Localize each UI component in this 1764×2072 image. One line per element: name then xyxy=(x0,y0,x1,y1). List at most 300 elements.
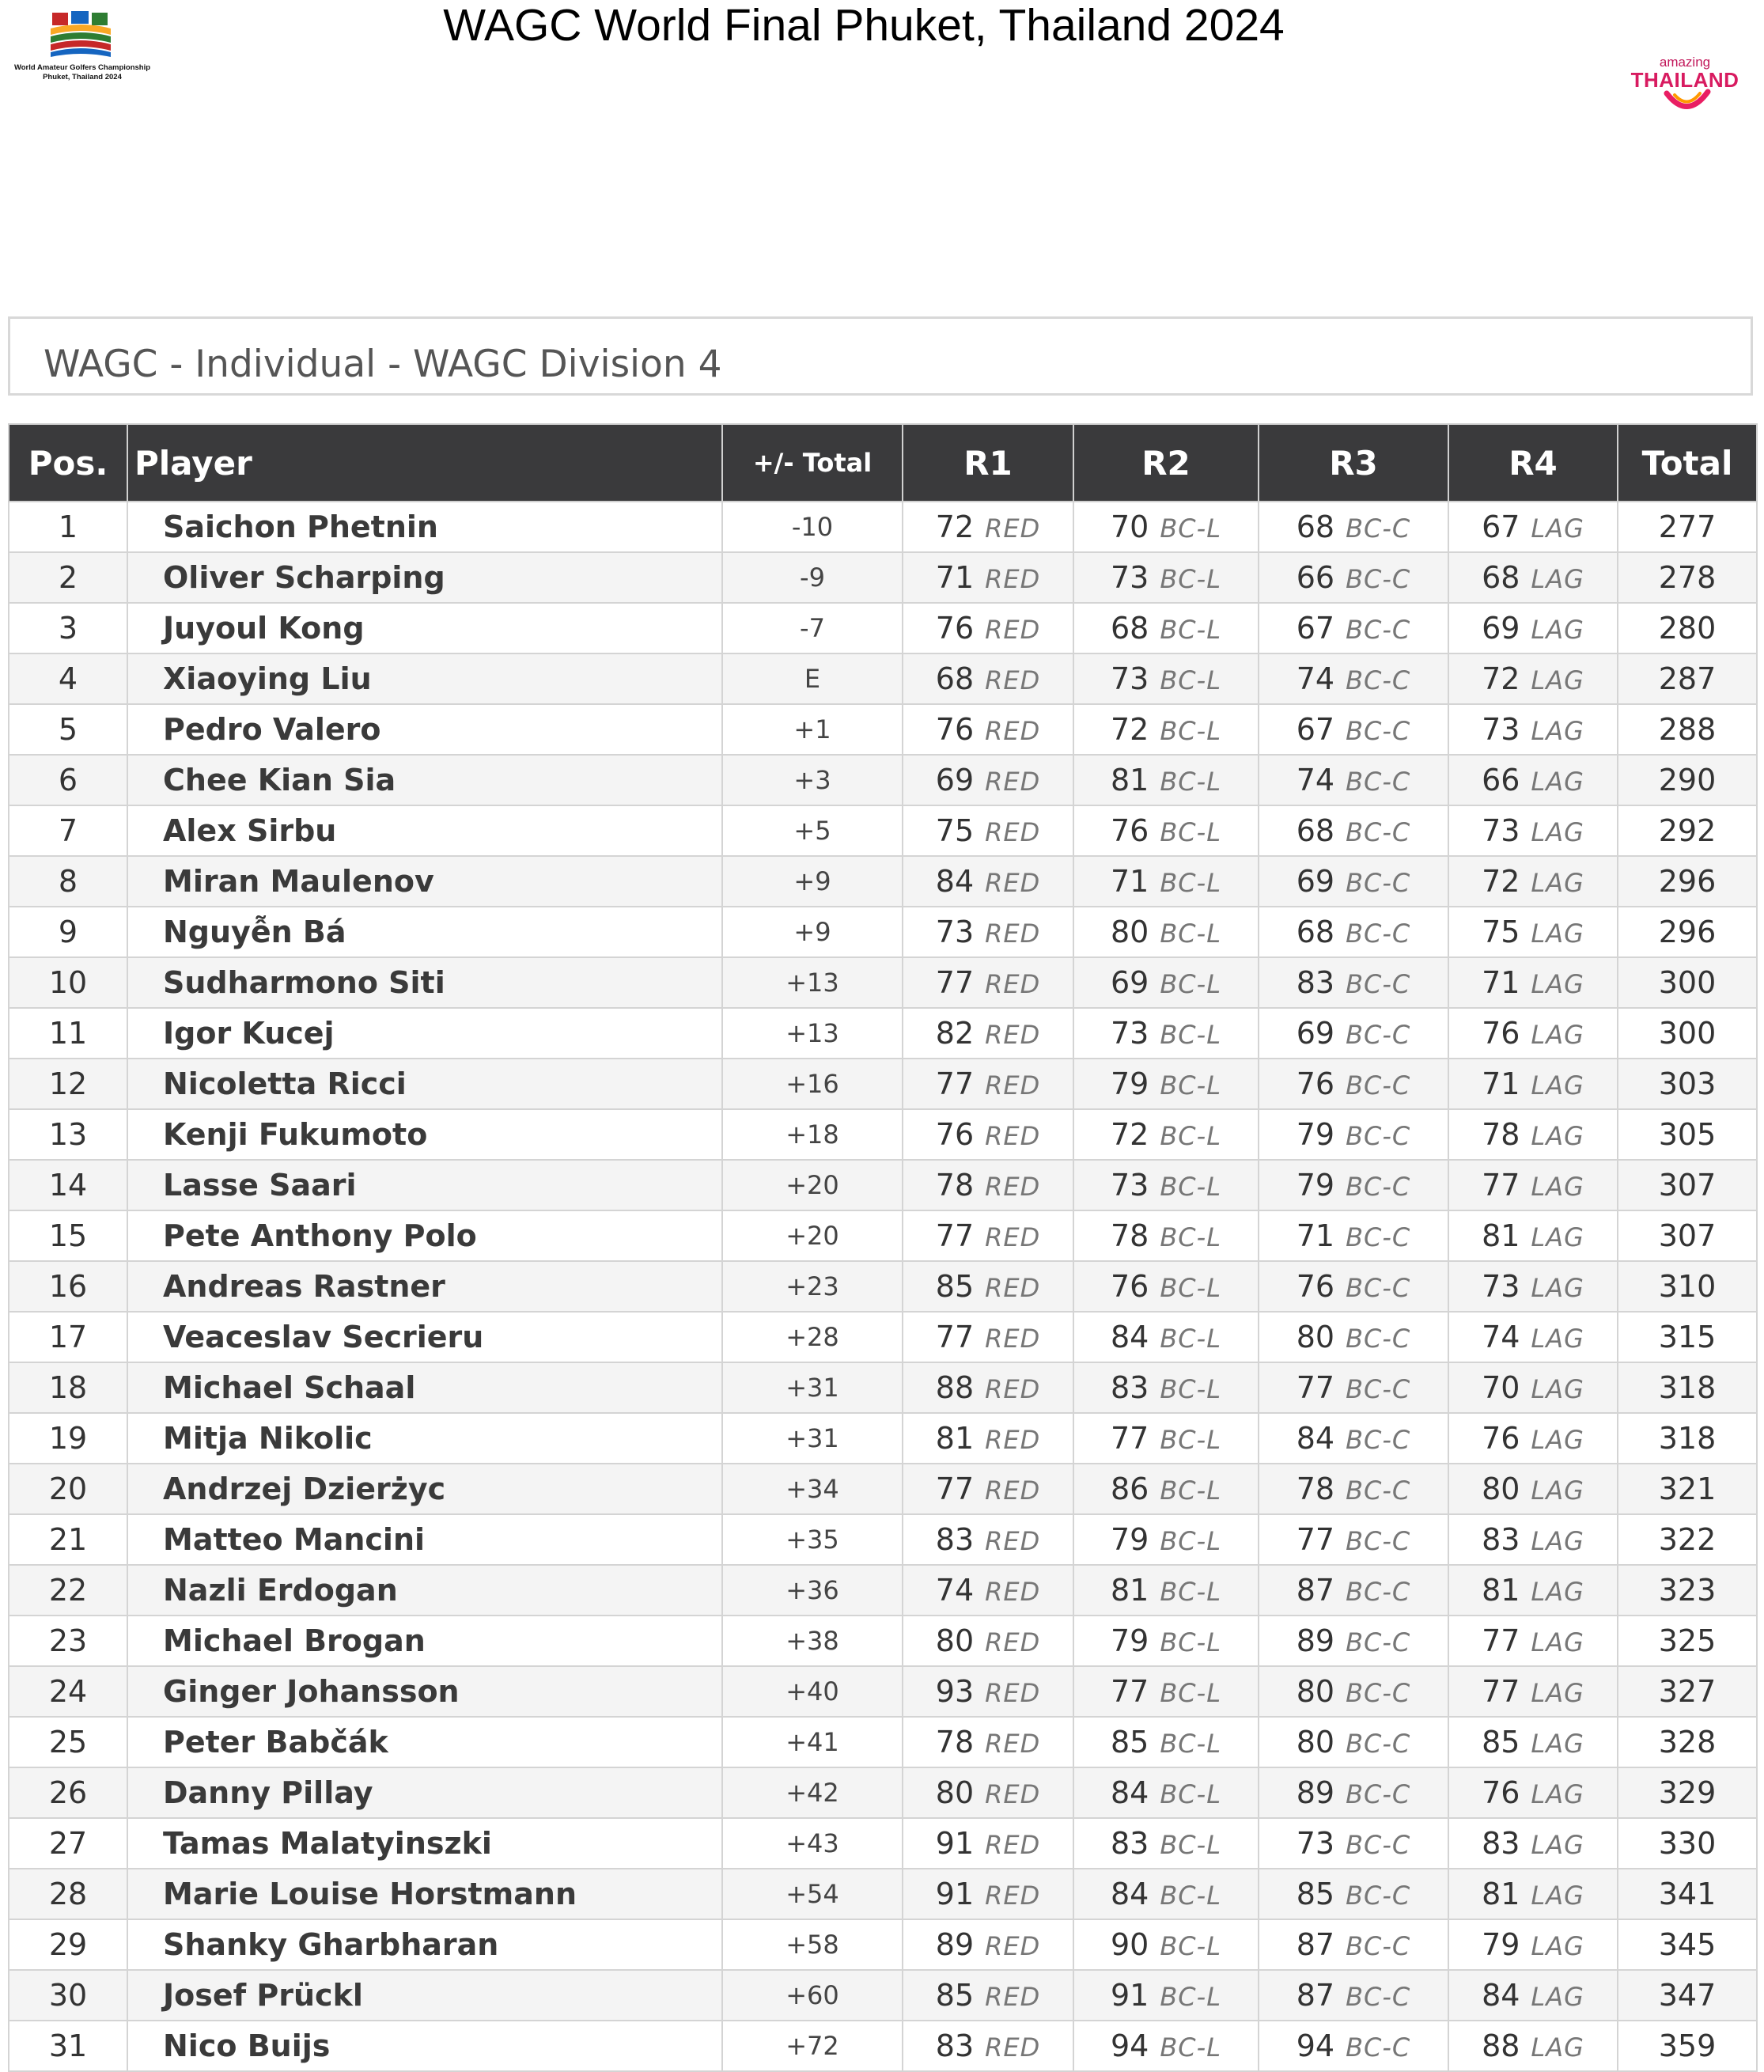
round-3-cell xyxy=(1259,1717,1448,1767)
round-4-cell xyxy=(1448,653,1618,704)
round-4-cell xyxy=(1448,1160,1618,1210)
round-score: 67 xyxy=(1296,712,1335,747)
course-code: RED xyxy=(985,665,1041,695)
round-score: 83 xyxy=(935,1522,975,1557)
round-score: 85 xyxy=(1110,1725,1149,1759)
round-score: 86 xyxy=(1110,1472,1149,1506)
course-code: RED xyxy=(985,1881,1041,1911)
course-code: BC-C xyxy=(1346,1830,1411,1860)
position-cell: 6 xyxy=(9,755,127,805)
to-par-cell: +42 xyxy=(722,1767,903,1818)
round-2-cell xyxy=(1073,552,1259,603)
total-cell: 300 xyxy=(1618,1008,1757,1059)
total-cell: 303 xyxy=(1618,1059,1757,1109)
table-row[interactable] xyxy=(9,1008,1757,1059)
course-code: BC-C xyxy=(1346,919,1411,949)
course-code: BC-L xyxy=(1160,767,1222,797)
course-code: LAG xyxy=(1531,1020,1584,1050)
round-score: 81 xyxy=(1482,1573,1520,1608)
round-2-cell xyxy=(1073,653,1259,704)
round-score: 74 xyxy=(935,1573,975,1608)
round-3-cell xyxy=(1259,704,1448,755)
course-code: BC-L xyxy=(1160,1779,1222,1809)
player-name[interactable]: Kenji Fukumoto xyxy=(127,1109,722,1160)
player-name[interactable]: Chee Kian Sia xyxy=(127,755,722,805)
round-2-cell xyxy=(1073,1919,1259,1970)
course-code: LAG xyxy=(1531,1678,1584,1708)
table-row[interactable] xyxy=(9,2021,1757,2071)
round-1-cell xyxy=(903,805,1073,856)
round-score: 84 xyxy=(1110,1877,1149,1911)
round-score: 87 xyxy=(1296,1978,1335,2013)
player-name[interactable]: Tamas Malatyinszki xyxy=(127,1818,722,1869)
round-score: 81 xyxy=(1482,1218,1520,1253)
round-score: 79 xyxy=(1296,1117,1335,1152)
round-2-cell xyxy=(1073,1160,1259,1210)
position-cell: 17 xyxy=(9,1312,127,1362)
round-2-cell xyxy=(1073,755,1259,805)
round-4-cell xyxy=(1448,1565,1618,1616)
player-name[interactable]: Michael Brogan xyxy=(127,1616,722,1666)
course-code: BC-L xyxy=(1160,817,1222,847)
round-3-cell xyxy=(1259,1413,1448,1464)
total-cell: 280 xyxy=(1618,603,1757,653)
player-name[interactable]: Pedro Valero xyxy=(127,704,722,755)
total-cell: 330 xyxy=(1618,1818,1757,1869)
round-1-cell xyxy=(903,1261,1073,1312)
to-par-cell: +58 xyxy=(722,1919,903,1970)
total-cell: 347 xyxy=(1618,1970,1757,2021)
course-code: RED xyxy=(985,513,1041,544)
course-code: BC-C xyxy=(1346,1273,1411,1303)
round-1-cell xyxy=(903,1008,1073,1059)
table-row[interactable] xyxy=(9,704,1757,755)
round-score: 78 xyxy=(935,1725,975,1759)
round-2-cell xyxy=(1073,1413,1259,1464)
table-row[interactable] xyxy=(9,1362,1757,1413)
to-par-cell: +13 xyxy=(722,1008,903,1059)
table-row[interactable] xyxy=(9,1514,1757,1565)
round-score: 74 xyxy=(1296,661,1335,696)
table-row[interactable] xyxy=(9,755,1757,805)
position-cell: 23 xyxy=(9,1616,127,1666)
course-code: BC-L xyxy=(1160,1374,1222,1404)
course-code: RED xyxy=(985,1222,1041,1252)
table-row[interactable] xyxy=(9,907,1757,957)
round-4-cell xyxy=(1448,1210,1618,1261)
round-score: 76 xyxy=(935,712,975,747)
to-par-cell: -7 xyxy=(722,603,903,653)
round-3-cell xyxy=(1259,1666,1448,1717)
round-3-cell xyxy=(1259,1109,1448,1160)
position-cell: 11 xyxy=(9,1008,127,1059)
to-par-cell: +9 xyxy=(722,907,903,957)
round-2-cell xyxy=(1073,502,1259,552)
position-cell: 21 xyxy=(9,1514,127,1565)
player-name[interactable]: Mitja Nikolic xyxy=(127,1413,722,1464)
col-total[interactable]: Total xyxy=(1618,424,1757,502)
round-3-cell xyxy=(1259,1767,1448,1818)
player-name[interactable]: Josef Prückl xyxy=(127,1970,722,2021)
player-name[interactable]: Veaceslav Secrieru xyxy=(127,1312,722,1362)
table-row[interactable] xyxy=(9,1312,1757,1362)
round-score: 67 xyxy=(1296,611,1335,646)
total-cell: 322 xyxy=(1618,1514,1757,1565)
course-code: BC-C xyxy=(1346,1222,1411,1252)
course-code: BC-C xyxy=(1346,665,1411,695)
round-1-cell xyxy=(903,1565,1073,1616)
round-3-cell xyxy=(1259,755,1448,805)
round-score: 76 xyxy=(935,611,975,646)
course-code: BC-C xyxy=(1346,1324,1411,1354)
table-row[interactable] xyxy=(9,1160,1757,1210)
round-3-cell xyxy=(1259,957,1448,1008)
round-4-cell xyxy=(1448,2021,1618,2071)
course-code: LAG xyxy=(1531,665,1584,695)
round-score: 72 xyxy=(1482,864,1520,899)
round-score: 78 xyxy=(1482,1117,1520,1152)
course-code: BC-L xyxy=(1160,1830,1222,1860)
course-code: LAG xyxy=(1531,1577,1584,1607)
round-score: 80 xyxy=(1110,915,1149,949)
course-code: LAG xyxy=(1531,1526,1584,1556)
round-1-cell xyxy=(903,907,1073,957)
round-3-cell xyxy=(1259,1008,1448,1059)
position-cell: 13 xyxy=(9,1109,127,1160)
logo-caption-line2: Phuket, Thailand 2024 xyxy=(43,73,122,81)
col-r3[interactable]: R3 xyxy=(1259,424,1448,502)
course-code: BC-C xyxy=(1346,1121,1411,1151)
table-row[interactable] xyxy=(9,1869,1757,1919)
position-cell: 1 xyxy=(9,502,127,552)
round-3-cell xyxy=(1259,1616,1448,1666)
course-code: BC-C xyxy=(1346,1779,1411,1809)
round-score: 80 xyxy=(1296,1320,1335,1354)
table-row[interactable] xyxy=(9,1210,1757,1261)
round-3-cell xyxy=(1259,805,1448,856)
round-score: 76 xyxy=(1482,1775,1520,1810)
round-2-cell xyxy=(1073,1109,1259,1160)
round-4-cell xyxy=(1448,1666,1618,1717)
course-code: LAG xyxy=(1531,1982,1584,2012)
round-score: 79 xyxy=(1110,1623,1149,1658)
round-2-cell xyxy=(1073,1514,1259,1565)
course-code: BC-C xyxy=(1346,767,1411,797)
course-code: BC-C xyxy=(1346,716,1411,746)
course-code: RED xyxy=(985,1982,1041,2012)
round-4-cell xyxy=(1448,1869,1618,1919)
player-name[interactable]: Nicoletta Ricci xyxy=(127,1059,722,1109)
round-3-cell xyxy=(1259,1970,1448,2021)
player-name[interactable]: Andreas Rastner xyxy=(127,1261,722,1312)
round-score: 68 xyxy=(1110,611,1149,646)
to-par-cell: +18 xyxy=(722,1109,903,1160)
player-name[interactable]: Andrzej Dzierżyc xyxy=(127,1464,722,1514)
course-code: BC-C xyxy=(1346,1475,1411,1506)
course-code: RED xyxy=(985,2032,1041,2063)
course-code: BC-C xyxy=(1346,564,1411,594)
table-row[interactable] xyxy=(9,805,1757,856)
course-code: RED xyxy=(985,1830,1041,1860)
course-code: LAG xyxy=(1531,1324,1584,1354)
total-cell: 327 xyxy=(1618,1666,1757,1717)
to-par-cell: +13 xyxy=(722,957,903,1008)
round-score: 72 xyxy=(1110,1117,1149,1152)
table-row[interactable] xyxy=(9,1413,1757,1464)
table-row[interactable] xyxy=(9,502,1757,552)
round-3-cell xyxy=(1259,1362,1448,1413)
round-score: 87 xyxy=(1296,1927,1335,1962)
course-code: LAG xyxy=(1531,1881,1584,1911)
round-score: 66 xyxy=(1482,763,1520,797)
round-3-cell xyxy=(1259,2021,1448,2071)
course-code: RED xyxy=(985,1577,1041,1607)
round-1-cell xyxy=(903,1312,1073,1362)
round-3-cell xyxy=(1259,1261,1448,1312)
player-name[interactable]: Shanky Gharbharan xyxy=(127,1919,722,1970)
position-cell: 15 xyxy=(9,1210,127,1261)
round-1-cell xyxy=(903,1362,1073,1413)
course-code: LAG xyxy=(1531,1374,1584,1404)
round-4-cell xyxy=(1448,755,1618,805)
player-name[interactable]: Ginger Johansson xyxy=(127,1666,722,1717)
round-1-cell xyxy=(903,704,1073,755)
course-code: RED xyxy=(985,1678,1041,1708)
round-score: 72 xyxy=(1110,712,1149,747)
round-3-cell xyxy=(1259,1312,1448,1362)
course-code: RED xyxy=(985,969,1041,999)
table-row[interactable] xyxy=(9,1970,1757,2021)
col-pos[interactable]: Pos. xyxy=(9,424,127,502)
course-code: BC-L xyxy=(1160,1931,1222,1961)
round-2-cell xyxy=(1073,1970,1259,2021)
round-2-cell xyxy=(1073,957,1259,1008)
position-cell: 26 xyxy=(9,1767,127,1818)
table-row[interactable] xyxy=(9,1565,1757,1616)
round-3-cell xyxy=(1259,603,1448,653)
player-name[interactable]: Juyoul Kong xyxy=(127,603,722,653)
player-name[interactable]: Nazli Erdogan xyxy=(127,1565,722,1616)
round-2-cell xyxy=(1073,1717,1259,1767)
player-name[interactable]: Xiaoying Liu xyxy=(127,653,722,704)
course-code: BC-L xyxy=(1160,564,1222,594)
round-score: 76 xyxy=(935,1117,975,1152)
table-row[interactable] xyxy=(9,1919,1757,1970)
round-score: 77 xyxy=(1110,1421,1149,1456)
round-score: 77 xyxy=(935,1320,975,1354)
round-4-cell xyxy=(1448,1312,1618,1362)
player-name[interactable]: Igor Kucej xyxy=(127,1008,722,1059)
total-cell: 323 xyxy=(1618,1565,1757,1616)
round-score: 77 xyxy=(935,965,975,1000)
round-2-cell xyxy=(1073,1565,1259,1616)
player-name[interactable]: Nico Buijs xyxy=(127,2021,722,2071)
round-1-cell xyxy=(903,653,1073,704)
total-cell: 300 xyxy=(1618,957,1757,1008)
round-1-cell xyxy=(903,502,1073,552)
position-cell: 3 xyxy=(9,603,127,653)
col-r2[interactable]: R2 xyxy=(1073,424,1259,502)
round-score: 85 xyxy=(935,1978,975,2013)
course-code: RED xyxy=(985,919,1041,949)
table-row[interactable] xyxy=(9,1666,1757,1717)
player-name[interactable]: Sudharmono Siti xyxy=(127,957,722,1008)
course-code: BC-C xyxy=(1346,1627,1411,1657)
round-score: 78 xyxy=(935,1168,975,1203)
table-row[interactable] xyxy=(9,1767,1757,1818)
round-score: 94 xyxy=(1110,2028,1149,2063)
table-row[interactable] xyxy=(9,1261,1757,1312)
to-par-cell: +31 xyxy=(722,1362,903,1413)
to-par-cell: +20 xyxy=(722,1210,903,1261)
course-code: LAG xyxy=(1531,1172,1584,1202)
player-name[interactable]: Alex Sirbu xyxy=(127,805,722,856)
round-2-cell xyxy=(1073,805,1259,856)
total-cell: 288 xyxy=(1618,704,1757,755)
table-row[interactable] xyxy=(9,603,1757,653)
round-score: 83 xyxy=(1110,1370,1149,1405)
course-code: LAG xyxy=(1531,817,1584,847)
position-cell: 2 xyxy=(9,552,127,603)
course-code: BC-C xyxy=(1346,1070,1411,1100)
player-name[interactable]: Marie Louise Horstmann xyxy=(127,1869,722,1919)
col-to-par[interactable]: +/- Total xyxy=(722,424,903,502)
round-1-cell xyxy=(903,1514,1073,1565)
round-score: 67 xyxy=(1482,509,1520,544)
round-score: 71 xyxy=(1482,1066,1520,1101)
table-row[interactable] xyxy=(9,1818,1757,1869)
round-4-cell xyxy=(1448,1464,1618,1514)
round-score: 78 xyxy=(1296,1472,1335,1506)
course-code: LAG xyxy=(1531,1779,1584,1809)
round-score: 69 xyxy=(1110,965,1149,1000)
round-score: 77 xyxy=(1110,1674,1149,1709)
course-code: BC-L xyxy=(1160,1172,1222,1202)
round-2-cell xyxy=(1073,1767,1259,1818)
table-row[interactable] xyxy=(9,552,1757,603)
smile-swoosh-icon xyxy=(1664,89,1711,117)
round-2-cell xyxy=(1073,1210,1259,1261)
player-name[interactable]: Danny Pillay xyxy=(127,1767,722,1818)
total-cell: 305 xyxy=(1618,1109,1757,1160)
total-cell: 315 xyxy=(1618,1312,1757,1362)
round-3-cell xyxy=(1259,1464,1448,1514)
player-name[interactable]: Matteo Mancini xyxy=(127,1514,722,1565)
course-code: BC-L xyxy=(1160,868,1222,898)
course-code: LAG xyxy=(1531,1222,1584,1252)
round-2-cell xyxy=(1073,1362,1259,1413)
round-3-cell xyxy=(1259,502,1448,552)
course-code: LAG xyxy=(1531,1273,1584,1303)
player-name[interactable]: Michael Schaal xyxy=(127,1362,722,1413)
round-4-cell xyxy=(1448,907,1618,957)
round-3-cell xyxy=(1259,1210,1448,1261)
course-code: BC-L xyxy=(1160,1678,1222,1708)
round-score: 73 xyxy=(1110,661,1149,696)
player-name[interactable]: Miran Maulenov xyxy=(127,856,722,907)
player-name[interactable]: Pete Anthony Polo xyxy=(127,1210,722,1261)
total-cell: 359 xyxy=(1618,2021,1757,2071)
total-cell: 310 xyxy=(1618,1261,1757,1312)
round-score: 79 xyxy=(1110,1066,1149,1101)
round-score: 73 xyxy=(1110,1168,1149,1203)
round-4-cell xyxy=(1448,805,1618,856)
col-r1[interactable]: R1 xyxy=(903,424,1073,502)
round-4-cell xyxy=(1448,1109,1618,1160)
round-score: 84 xyxy=(1296,1421,1335,1456)
round-score: 87 xyxy=(1296,1573,1335,1608)
round-1-cell xyxy=(903,1413,1073,1464)
round-score: 71 xyxy=(1482,965,1520,1000)
table-row[interactable] xyxy=(9,1717,1757,1767)
round-score: 81 xyxy=(935,1421,975,1456)
table-row[interactable] xyxy=(9,1616,1757,1666)
round-1-cell xyxy=(903,1869,1073,1919)
table-row[interactable] xyxy=(9,1464,1757,1514)
total-cell: 307 xyxy=(1618,1210,1757,1261)
leaderboard-body xyxy=(9,502,1757,2071)
to-par-cell: +31 xyxy=(722,1413,903,1464)
round-score: 84 xyxy=(1110,1775,1149,1810)
logo-caption-line1: World Amateur Golfers Championship xyxy=(13,63,151,72)
col-r4[interactable]: R4 xyxy=(1448,424,1618,502)
round-2-cell xyxy=(1073,1869,1259,1919)
course-code: LAG xyxy=(1531,1931,1584,1961)
to-par-cell: +23 xyxy=(722,1261,903,1312)
course-code: LAG xyxy=(1531,1729,1584,1759)
table-row[interactable] xyxy=(9,653,1757,704)
table-row[interactable] xyxy=(9,1109,1757,1160)
round-score: 80 xyxy=(1482,1472,1520,1506)
player-name[interactable]: Peter Babčák xyxy=(127,1717,722,1767)
round-score: 77 xyxy=(935,1472,975,1506)
table-row[interactable] xyxy=(9,856,1757,907)
player-name[interactable]: Lasse Saari xyxy=(127,1160,722,1210)
course-code: BC-C xyxy=(1346,1881,1411,1911)
round-score: 91 xyxy=(935,1826,975,1861)
course-code: RED xyxy=(985,868,1041,898)
course-code: BC-L xyxy=(1160,1729,1222,1759)
player-name[interactable]: Oliver Scharping xyxy=(127,552,722,603)
round-1-cell xyxy=(903,552,1073,603)
position-cell: 27 xyxy=(9,1818,127,1869)
page-title: WAGC World Final Phuket, Thailand 2024 xyxy=(443,0,1285,51)
position-cell: 5 xyxy=(9,704,127,755)
position-cell: 12 xyxy=(9,1059,127,1109)
course-code: BC-L xyxy=(1160,1526,1222,1556)
leaderboard-table xyxy=(8,423,1758,2072)
player-name[interactable]: Saichon Phetnin xyxy=(127,502,722,552)
round-1-cell xyxy=(903,755,1073,805)
course-code: RED xyxy=(985,1121,1041,1151)
position-cell: 18 xyxy=(9,1362,127,1413)
col-player[interactable]: Player xyxy=(127,424,722,502)
player-name[interactable]: Nguyễn Bá xyxy=(127,907,722,957)
round-1-cell xyxy=(903,1160,1073,1210)
table-row[interactable] xyxy=(9,957,1757,1008)
course-code: BC-L xyxy=(1160,1020,1222,1050)
course-code: BC-C xyxy=(1346,817,1411,847)
total-cell: 318 xyxy=(1618,1362,1757,1413)
course-code: RED xyxy=(985,1273,1041,1303)
table-row[interactable] xyxy=(9,1059,1757,1109)
position-cell: 29 xyxy=(9,1919,127,1970)
round-1-cell xyxy=(903,1818,1073,1869)
round-score: 77 xyxy=(935,1218,975,1253)
round-3-cell xyxy=(1259,1514,1448,1565)
course-code: RED xyxy=(985,1475,1041,1506)
round-score: 79 xyxy=(1110,1522,1149,1557)
